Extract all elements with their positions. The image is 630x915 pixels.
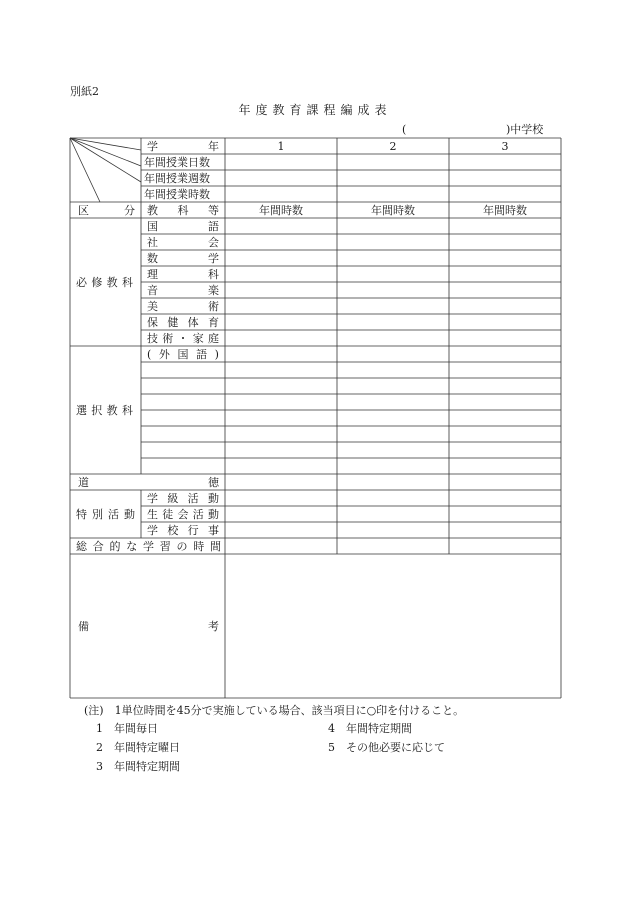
required-subject: 理 科 [147,267,219,281]
grade-label-3: 3 [501,139,509,153]
annual-header-1: 年間授業日数 [144,155,210,169]
special-activity: 学 級 活 動 [147,491,219,505]
subject-header: 教 科 等 [147,203,219,217]
hours-header-3: 年間時数 [483,203,527,217]
grade-label-1: 1 [277,139,285,153]
hours-header-1: 年間時数 [259,203,303,217]
hours-header-2: 年間時数 [371,203,415,217]
integrated-study-label: 総 合 的 な 学 習 の 時 間 [76,539,221,553]
note-main: (注) 1単位時間を45分で実施している場合、該当項目に○印を付けること。 [84,704,465,717]
note-option: 4 年間特定期間 [328,722,412,735]
school-name-open-paren: ( [402,123,407,136]
required-subject: 技 術 ・ 家 庭 [147,331,219,345]
note-option: 3 年間特定期間 [96,760,180,773]
special-activities-label: 特 別 活 動 [76,507,135,521]
remarks-label: 備 考 [78,619,219,633]
header-diagonal-line [70,138,141,150]
annual-header-3: 年間授業時数 [144,187,210,201]
grade-label-2: 2 [389,139,397,153]
grade-header: 学 年 [147,139,219,153]
document-label: 別紙2 [70,85,99,98]
required-subject: 音 楽 [147,283,219,297]
special-activity: 生 徒 会 活 動 [147,507,219,521]
note-option: 1 年間毎日 [96,722,158,735]
moral-label: 道 徳 [78,475,219,489]
required-subject: 美 術 [147,299,219,313]
note-option: 2 年間特定曜日 [96,741,180,754]
required-subject: 国 語 [147,219,219,233]
elective-subject: ( 外 国 語 ) [147,347,219,361]
elective-subjects-label: 選 択 教 科 [76,403,133,417]
category-header: 区 分 [78,203,135,217]
school-name-suffix: )中学校 [506,123,544,136]
required-subject: 保 健 体 育 [147,315,219,329]
annual-header-2: 年間授業週数 [144,171,210,185]
document-title: 年度教育課程編成表 [238,103,392,117]
required-subjects-label: 必 修 教 科 [76,275,133,289]
required-subject: 社 会 [147,235,219,249]
required-subject: 数 学 [147,251,219,265]
special-activity: 学 校 行 事 [147,523,219,537]
header-diagonal-line [70,138,141,166]
note-option: 5 その他必要に応じて [328,741,445,754]
